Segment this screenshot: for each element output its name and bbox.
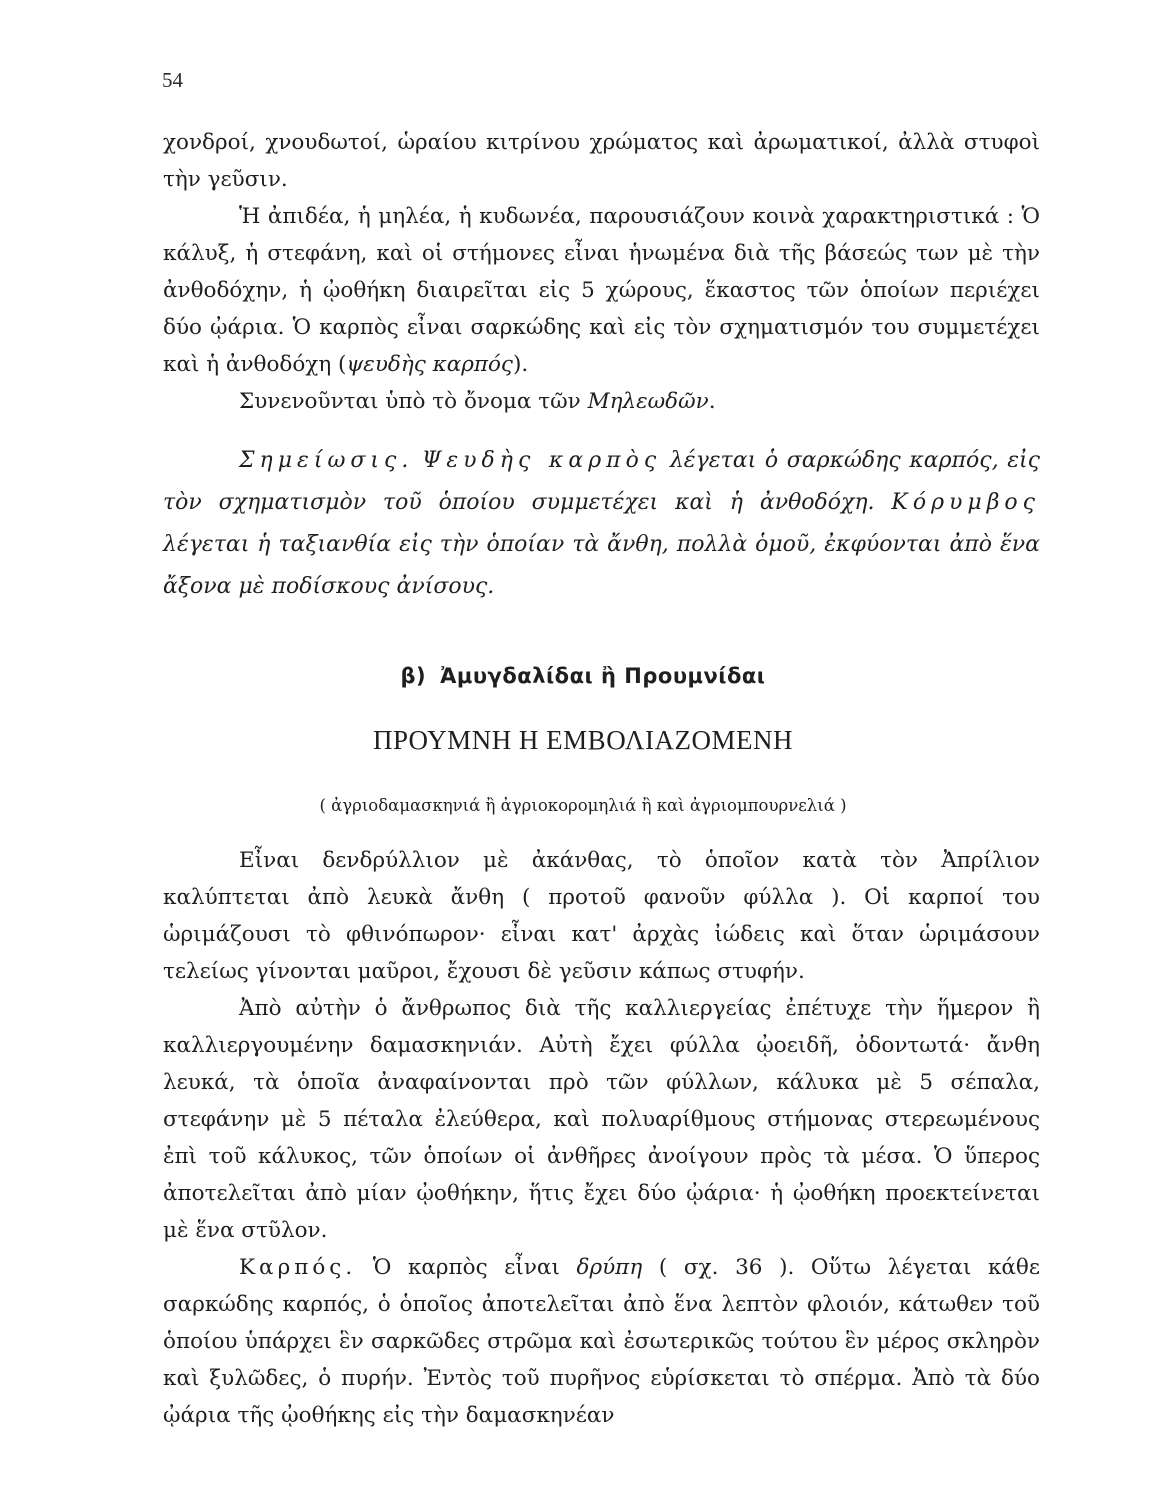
term-italic: δρύπη: [576, 1255, 643, 1280]
subsection-title: Ἀμυγδαλίδαι ἢ Προυμνίδαι: [440, 664, 766, 688]
paragraph-text: Εἶναι δενδρύλλιον μὲ ἀκάνθας, τὸ ὁποῖον κατὰ τὸν Ἀπρίλιον καλύπτεται ἀπὸ λευκὰ ἄνθη ( προτοῦ φανοῦν φύλλα ). Οἱ καρποί του ὡριμάζουσι τὸ φθινόπωρον· εἶναι κατ' ἀρχὰς ἰώδεις καὶ ὅταν ὡριμάσουν τελείως γίνονται μαῦροι, ἔχουσι δὲ γεῦσιν κάπως στυφήν.: [163, 848, 1040, 984]
paragraph-text: Ἀπὸ αὐτὴν ὁ ἄνθρωπος διὰ τῆς καλλιεργείας ἐπέτυχε τὴν ἥμερον ἢ καλλιεργουμένην δαμασκηνιάν. Αὐτὴ ἔχει φύλλα ᾠοειδῆ, ὀδοντωτά· ἄνθη λευκά, τὰ ὁποῖα ἀναφαίνονται πρὸ τῶν φύλλων, κάλυκα μὲ 5 σέπαλα, στεφάνην μὲ 5 πέταλα ἐλεύθερα, καὶ πολυαρίθμους στήμονας στερεωμένους ἐπὶ τοῦ κάλυκος, τῶν ὁποίων οἱ ἀνθῆρες ἀνοίγουν πρὸς τὰ μέσα. Ὁ ὕπερος ἀποτελεῖται ἀπὸ μίαν ᾠοθήκην, ἥτις ἔχει δύο ᾠάρια· ἡ ᾠοθήκη προεκτείνεται μὲ ἕνα στῦλον.: [163, 996, 1040, 1243]
subsection-heading: [0, 664, 1166, 688]
note-text: λέγεται ὁ σαρκώδης καρπός, εἰς τὸν σχηματισμὸν τοῦ ὁποίου συμμετέχει καὶ ἡ ἀνθοδόχη.: [163, 448, 1040, 515]
term-italic: Μηλεωδῶν: [587, 389, 709, 414]
note-text: λέγεται ἡ ταξιανθία εἰς τὴν ὁποίαν τὰ ἄνθη, πολλὰ ὁμοῦ, ἐκφύονται ἀπὸ ἕνα ἄξονα μὲ ποδίσκους ἀνίσους.: [163, 532, 1040, 599]
paragraph: [163, 198, 1040, 383]
paragraph: [163, 1249, 1040, 1434]
note-term: Κόρυμβος: [891, 490, 1040, 515]
paragraph-text: ).: [512, 352, 529, 377]
paragraph: [163, 124, 1040, 198]
species-title: ΠΡΟΥΜΝΗ Η ΕΜΒΟΛΙΑΖΟΜΕΝΗ: [373, 725, 793, 755]
paragraph-text: .: [708, 389, 716, 414]
paragraph-text: Ὁ καρπὸς εἶναι: [356, 1255, 577, 1280]
note-label: Σημείωσις.: [239, 448, 414, 473]
text-block-plum-description: [163, 842, 1040, 1434]
paragraph-text: ( σχ. 36 ). Οὕτω λέγεται κάθε σαρκώδης καρπός, ὁ ὁποῖος ἀποτελεῖται ἀπὸ ἕνα λεπτὸν φλοιόν, κάτωθεν τοῦ ὁποίου ὑπάρχει ἓν σαρκῶδες στρῶμα καὶ ἐσωτερικῶς τούτου ἓν μέρος σκληρὸν καὶ ξυλῶδες, ὁ πυρήν. Ἐντὸς τοῦ πυρῆνος εὑρίσκεται τὸ σπέρμα. Ἀπὸ τὰ δύο ᾠάρια τῆς ᾠοθήκης εἰς τὴν δαμασκηνέαν: [163, 1255, 1040, 1428]
note-block: [163, 440, 1040, 608]
species-common-names: ( ἀγριοδαμασκηνιά ἢ ἀγριοκορομηλιά ἢ καὶ ἀγριομπουρνελιά ): [319, 796, 847, 815]
paragraph-text: Ἡ ἀπιδέα, ἡ μηλέα, ἡ κυδωνέα, παρουσιάζουν κοινὰ χαρακτηριστικά : Ὁ κάλυξ, ἡ στεφάνη, καὶ οἱ στήμονες εἶναι ἡνωμένα διὰ τῆς βάσεώς των μὲ τὴν ἀνθοδόχην, ἡ ᾠοθήκη διαιρεῖται εἰς 5 χώρους, ἕκαστος τῶν ὁποίων περιέχει δύο ᾠάρια. Ὁ καρπὸς εἶναι σαρκώδης καὶ εἰς τὸν σχηματισμόν του συμμετέχει καὶ ἡ ἀνθοδόχη (: [163, 204, 1040, 377]
subsection-marker: β): [400, 664, 427, 688]
page-number: 54: [162, 68, 183, 92]
text-block-pome-features: [163, 124, 1040, 420]
note-term: Ψευδὴς καρπὸς: [422, 448, 662, 473]
fruit-label: Καρπός.: [239, 1255, 357, 1280]
paragraph-text: χονδροί, χνουδωτοί, ὡραίου κιτρίνου χρώματος καὶ ἀρωματικοί, ἀλλὰ στυφοὶ τὴν γεῦσιν.: [163, 130, 1040, 192]
paragraph-text: Συνενοῦνται ὑπὸ τὸ ὄνομα τῶν: [239, 389, 588, 414]
paragraph: [163, 842, 1040, 990]
paragraph: [163, 990, 1040, 1249]
term-italic: ψευδὴς καρπός: [346, 352, 513, 377]
paragraph: [163, 383, 1040, 420]
